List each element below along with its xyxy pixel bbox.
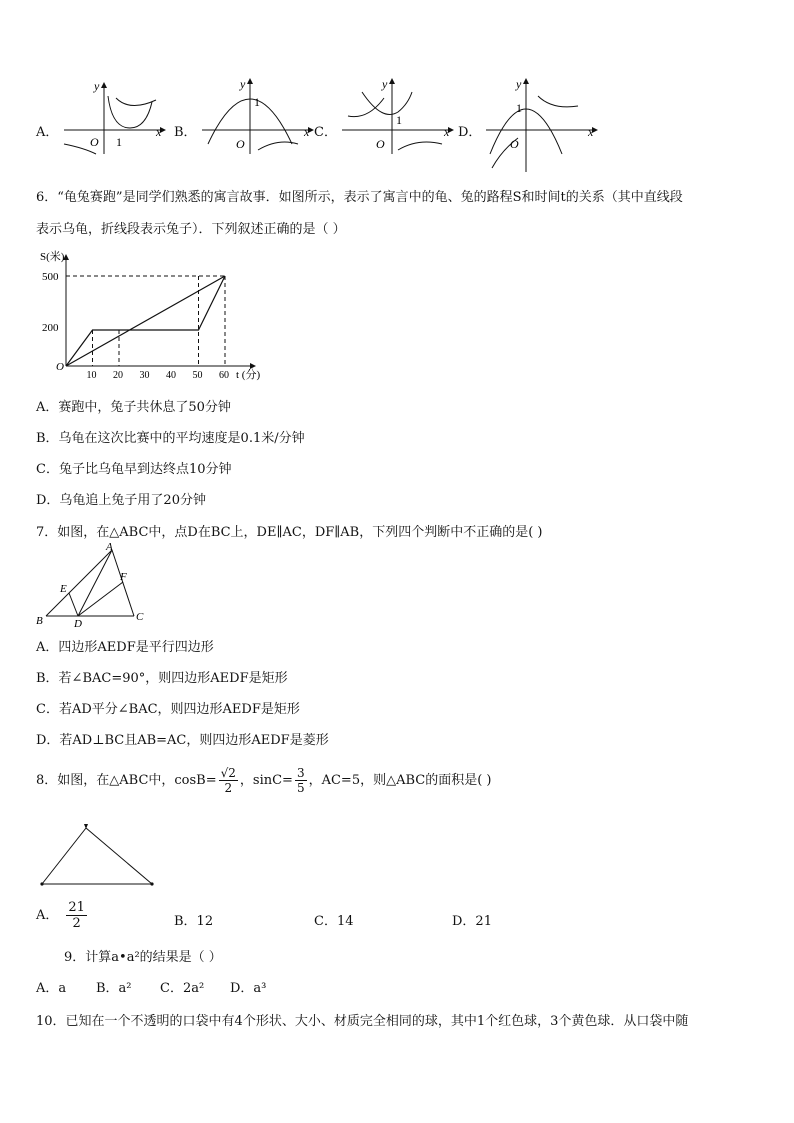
q8-sin-text: ，sinC= — [239, 773, 293, 788]
q5-b-one: 1 — [254, 95, 260, 109]
q6-ylabel: S(米) — [40, 251, 65, 263]
q5-d-x: x — [588, 125, 594, 139]
q6-xtick-50: 50 — [192, 370, 203, 381]
q8-option-a-label: A． — [36, 908, 59, 923]
q5-d-y: y — [516, 77, 522, 91]
q7-option-a: A．四边形AEDF是平行四边形 — [36, 640, 214, 655]
q5-d-one: 1 — [516, 101, 522, 115]
q8-sin-den: 5 — [296, 781, 305, 795]
q7-option-d: D．若AD⊥BC且AB=AC，则四边形AEDF是菱形 — [36, 733, 329, 748]
q10-stem: 10．已知在一个不透明的口袋中有4个形状、大小、材质完全相同的球，其中1个红色球，3个黄色球．从口袋中随 — [36, 1014, 689, 1029]
q5-a-one: 1 — [116, 135, 122, 149]
q8-option-a-den: 2 — [72, 916, 81, 931]
q5-b-y: y — [240, 77, 246, 91]
q9-option-a: A．a — [36, 981, 67, 996]
q8-sin-fraction — [295, 766, 307, 795]
q5-a-y: y — [94, 79, 100, 93]
q8-stem — [36, 766, 492, 795]
q8-sin-num: 3 — [296, 766, 305, 780]
q6-xtick-20: 20 — [113, 370, 123, 381]
q8-cos-den: 2 — [224, 781, 233, 795]
q7-label-b: B — [36, 615, 43, 627]
q6-stem-line1: 6．“龟兔赛跑”是同学们熟悉的寓言故事．如图所示，表示了寓言中的龟、兔的路程S和时间t的关系（其中直线段 — [36, 190, 683, 205]
q5-option-c-label: C． — [314, 125, 337, 140]
q7-option-c: C．若AD平分∠BAC，则四边形AEDF是矩形 — [36, 702, 300, 717]
q6-stem-line2: 表示乌龟，折线段表示兔子）．下列叙述正确的是（ ） — [36, 222, 346, 237]
q8-option-a-num: 21 — [68, 900, 85, 915]
q8-figure — [36, 820, 166, 890]
q6-origin: O — [56, 361, 64, 373]
q9-stem: 9．计算a•a²的结果是（ ） — [64, 950, 222, 965]
q5-option-d-graph — [482, 74, 602, 174]
q9-option-c: C．2a² — [160, 981, 205, 996]
q5-b-x: x — [304, 125, 310, 139]
q6-graph — [36, 246, 276, 382]
q8-stem-post: ，AC=5，则△ABC的面积是( ) — [308, 773, 492, 788]
q6-xtick-30: 30 — [139, 370, 150, 381]
q8-option-a-fraction — [66, 900, 87, 931]
q8-option-c: C．14 — [314, 914, 354, 929]
q6-ytick-200: 200 — [42, 322, 59, 334]
q9-option-d: D．a³ — [230, 981, 267, 996]
q6-xtick-10: 10 — [86, 370, 97, 381]
q7-label-a: A — [106, 541, 113, 553]
q5-option-a-label: A． — [36, 125, 59, 140]
q5-option-b-graph — [198, 74, 318, 156]
q6-xlabel: t (分) — [236, 369, 261, 381]
q8-option-d: D．21 — [452, 914, 492, 929]
q6-xtick-60: 60 — [219, 370, 229, 381]
q6-option-d: D．乌龟追上兔子用了20分钟 — [36, 493, 206, 508]
q5-c-o: O — [376, 137, 385, 151]
q5-option-d-label: D． — [458, 125, 482, 140]
q5-c-y: y — [382, 77, 388, 91]
q5-option-c-graph — [338, 74, 458, 156]
q8-cos-num: √2 — [220, 766, 236, 780]
q6-tortoise-line — [66, 276, 225, 366]
q6-ytick-500: 500 — [42, 271, 59, 283]
q8-option-a — [36, 900, 89, 931]
q5-a-o: O — [90, 135, 99, 149]
q5-c-x: x — [444, 125, 450, 139]
q5-b-o: O — [236, 137, 245, 151]
q6-option-a: A．赛跑中，兔子共休息了50分钟 — [36, 400, 231, 415]
q7-label-f: F — [120, 571, 127, 583]
q8-option-b: B．12 — [174, 914, 214, 929]
q6-xtick-40: 40 — [166, 370, 176, 381]
q8-stem-pre: 8．如图，在△ABC中，cosB= — [36, 773, 217, 788]
q6-option-b: B．乌龟在这次比赛中的平均速度是0.1米/分钟 — [36, 431, 305, 446]
q9-option-b: B．a² — [96, 981, 132, 996]
q7-option-b: B．若∠BAC=90°，则四边形AEDF是矩形 — [36, 671, 288, 686]
q7-label-d: D — [74, 618, 82, 628]
q7-stem: 7．如图，在△ABC中，点D在BC上，DE∥AC，DF∥AB，下列四个判断中不正确的是( ) — [36, 525, 543, 540]
q5-c-one: 1 — [396, 113, 402, 127]
q7-label-e: E — [60, 583, 67, 595]
q8-cos-fraction — [219, 766, 238, 795]
q7-label-c: C — [136, 611, 144, 623]
q6-option-c: C．兔子比乌龟早到达终点10分钟 — [36, 462, 232, 477]
q5-option-b-label: B． — [174, 125, 197, 140]
q5-d-o: O — [510, 137, 519, 151]
q7-figure — [36, 540, 156, 628]
q5-option-a-graph — [60, 78, 170, 156]
q5-a-x: x — [156, 125, 162, 139]
